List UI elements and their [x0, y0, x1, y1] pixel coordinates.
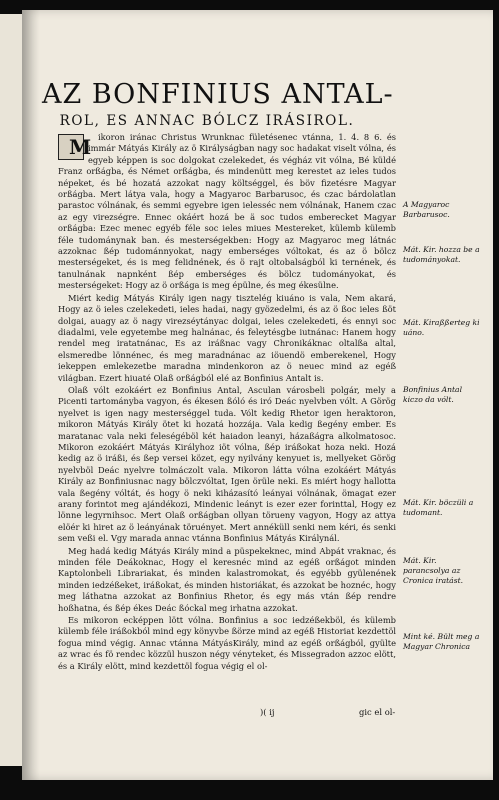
paragraph-1 — [58, 132, 396, 292]
margin-note: Mát. Kir. parancsolya az Cronica iratást. — [403, 556, 464, 585]
paragraph-4: Meg hadá kedig Mátyás Király mind a püspekeknec, mind Abpát vraknac, és minden féle Deákoknac, Hogy el keresnéc mind az egéß orßágot minden Kaptolonbeli Librariakat, és minden kalastromokat, és egyébb gyülenének minden iedzéßeket, iráßokat, és minden historiákat, és azzokat be hoznéc, hogy meg láthatna azzokat az Bonfinius Rhetor, és egy más vtán ßép rendre hoßhatna, és ßép ékes Deác ßóckal meg irhatna azzokat. — [58, 545, 396, 613]
paragraph-2: Miért kedig Mátyás Király igen nagy tisztelég kiuáno is vala, Nem akará, Hogy az ö ieles czelekedeti, ieles hadai, nagy gyözedelmi, és az ö ßoc ieles ßöt dolgai, auagy az ö nagy virezséytányac dolgai, ieles czelekedeti, és ennyi soc diadalmi, vele egyetembe meg halnánac, és feleytésgbe iutnánac: Hanem hogy rendel meg iratatnánac, Es az iráßnac vagy Chronikáknac oltalßa altal, elsmeredbe lönnénec, és meg maradnánac az iöuendö emberekenel, Hogy iekeppen emlekezetbe maradna mindenkoron az ö neuec mind az egéß világban. Ezert hiuaté Olaß orßágból elé az Bonfinius Antalt is. — [58, 292, 396, 383]
margin-note: Bonfinius Antal kiczo da vólt. — [403, 385, 463, 404]
margin-note: Mint ké. Bült meg a Magyar Chronica — [403, 632, 480, 651]
paragraph-1-text: ikoron iránac Christus Wrunknac fületésenec vtánna, 1. 4. 8 6. és immár Mátyás Király az ö Királyságban nagy soc hadakat viselt vólna, és egyeb képpen is soc dolgokat czelekedet, és végház vit vólna, Bé küldé Franz orßágba, és Német orßágba, és mindenütt meg kerestet az ieles tudos népeket, és bé hozatá azzokat nagy költséggel, és böv fizetésre Magyar orßágba. Mert látya vala, hogy a Magyaroc Barbarusoc, és czac bárdolatlan parastoc vólnának, és semmi egyebre igen ielesséc nem vólnának, Hanem czac az egy virezségre. Ennec okáért hozá be ä soc tudos emberecket Magyar orßágba: Ezec menec egyéb féle soc ieles miues Mestereket, külemb külemb féle tudománynak ban. és mesterségekben: Hogy az Magyaroc meg látnác azzoknac ßép tudománnyokat, nagy emberséges vóltokat, és az ö bölcz mesterségeket, és is meg felidnének, és ö rajt oltobalságból ki ternének, és tanulnának napnként ßép emberséges és bölcz tudományokat, és mesterségeket: Hogy az ö orßága is meg épülne, és meg ékesülne. — [58, 132, 396, 291]
catchword: gic el ol- — [359, 707, 396, 717]
signature-mark: )( ij — [260, 707, 275, 717]
title-line-1: AZ BONFINIUS ANTAL- — [42, 79, 394, 110]
body-text — [58, 132, 396, 672]
spine-shadow — [22, 10, 40, 780]
chapter-title — [42, 79, 394, 130]
margin-note: Mát. Kir. böczüli a tudomant. — [403, 498, 474, 517]
drop-cap: M — [58, 134, 84, 160]
margin-note: A Magyaroc Barbarusoc. — [403, 200, 450, 219]
paragraph-5: Es mikoron ecképpen lött vólna. Bonfinius a soc iedzéßekböl, és külemb külemb féle iráßokból mind egy könyvbe ßörze mind az egéß Historiat kezdettöl fogua mind végig. Annac vtánna MátyásKirály, mind az egéß orßágból, gyülte az wrac és fö rendec közzül huszon négy vényteket, és Missegradon azzoc elött, és a Király elött, mind kezdettöl fogua végig el ol- — [58, 615, 396, 671]
margin-note: Mát. Kir. hozza be a tudományokat. — [403, 245, 480, 264]
paragraph-3: Olaß vólt ezokáért ez Bonfinius Antal, Asculan városbeli polgár, mely a Picenti tartományba vagyon, és ékesen ßóló és iró Deác nyelvben vólt. A Görög nyelvet is igen nagy mesterséggel tuda. Vólt kedig Rhetor igen heraktoron, mikoron Mátyás Király ötet ki hozatá hozzája. Vala kedig ßegény ember. Es maratanac vala neki feleségéböl két haiadon leanyi, házaßágra alkolmatosoc. Mikoron ezokáért Mátyás Királyhoz iöt vólna, ßép iráßokat hoza neki. Hozá kedig az ö iráßi, és ßep versei közet, egy nyilvány kenyuet is, mellyeket Görög nyelvböl Deác nyelvre tolmáczolt vala. Mikoron látta vólna ezokáért Mátyás Király az Bonfiniusnac nagy bölczvóltat, Igen örüle neki. Es miért hogy hallotta vala ßegény vóltát, és hogy ö neki kiházasító leányai vólnának, ömagat ezer arany forintot meg ajándékozi, Mindenic leányt is ezer ezer forinttal, Hogy ez lönne legyrnihsoc. Mert Olaß orßágban ollyan törueny vagyon, Hogy az attya elöér ki hiret az ö leányának töruényet. Mert annéküll senki nem kéri, és senki sem veßi el. Vgy marada annac vtánna Bonfinius Mátyás Királynál. — [58, 384, 396, 544]
title-line-2: ROL, ES ANNAC BÓLCZ IRÁSIROL. — [59, 113, 355, 129]
margin-note: Mát. Kiraßßerteg ki uáno. — [403, 318, 480, 337]
